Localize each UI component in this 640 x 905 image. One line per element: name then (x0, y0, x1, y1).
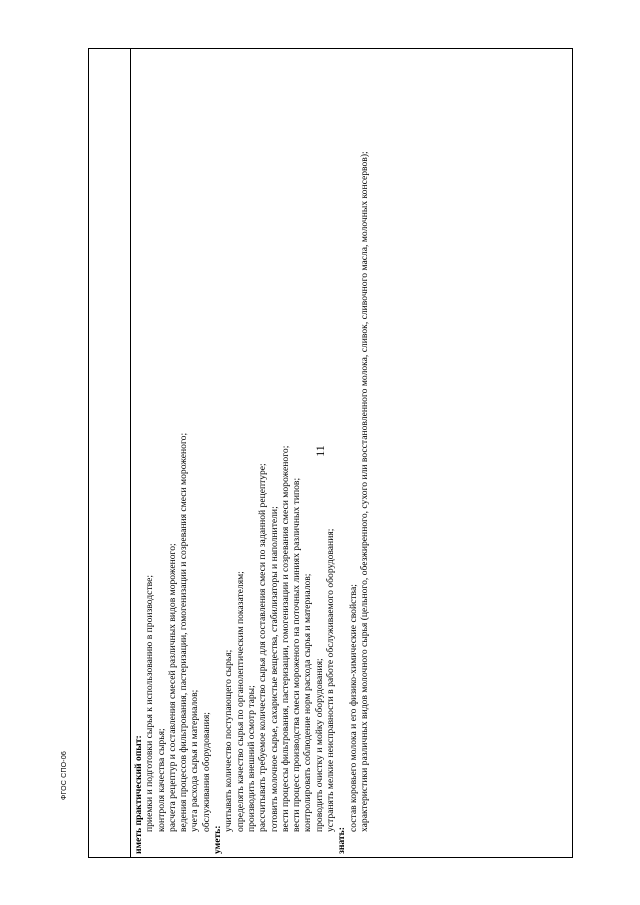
table-row-first (89, 49, 131, 858)
skills-item: определять качество сырья по органолептическим показателям; (234, 571, 246, 832)
footer-code: ФГОС СПО-06 (61, 750, 68, 800)
skills-item: вести процесс производства смеси мороженого на поточных линиях различных типов; (291, 477, 303, 832)
table-cell-index (89, 49, 131, 858)
skills-item: рассчитывать требуемое количество сырья для составления смеси по заданной рецептуре; (257, 463, 269, 832)
experience-item: приемки и подготовки сырья к использованию в производстве; (144, 574, 156, 832)
experience-item: контроля качества сырья; (155, 728, 167, 832)
page-number: 11 (313, 445, 327, 457)
skills-item: вести процессы фильтрования, пастеризации, гомогенизации и созревания смеси мороженого; (279, 445, 291, 832)
experience-item: обслуживания оборудования; (200, 712, 212, 832)
experience-item: учета расхода сырья и материалов; (189, 689, 201, 832)
knowledge-item: характеристики различных видов молочного сырья (цельного, обезжиренного, сухого или восстановленного молока, сливок, сливочного масла, молочных консервов); (358, 151, 370, 832)
table-row-content (130, 49, 572, 858)
table-cell-content (130, 49, 572, 858)
skills-item: контролировать соблюдение норм расхода сырья и материалов; (302, 573, 314, 832)
requirements-text (133, 52, 370, 854)
skills-item: устранять мелкие неисправности в работе обслуживаемого оборудования; (325, 528, 337, 832)
knowledge-item: состав коровьего молока и его физико-химические свойства; (347, 584, 359, 832)
requirements-table (88, 48, 573, 858)
requirements-table-wrapper (88, 48, 573, 858)
skills-item: производить внешний осмотр тары; (245, 685, 257, 832)
skills-header: уметь: (212, 825, 224, 854)
knowledge-header: знать: (336, 827, 348, 854)
experience-item: расчета рецептур и составления смесей различных видов мороженого; (166, 543, 178, 832)
skills-item: проводить очистку и мойку оборудования; (313, 658, 325, 832)
skills-item: учитывать количество поступающего сырья; (223, 649, 235, 832)
skills-item: готовить молочное сырье, сахаристые вещества, стабилизаторы и наполнители; (268, 506, 280, 832)
experience-header: иметь практический опыт: (132, 735, 144, 854)
experience-item: ведения процессов фильтрования, пастеризации, гомогенизации и созревания смеси мороженого; (178, 432, 190, 832)
